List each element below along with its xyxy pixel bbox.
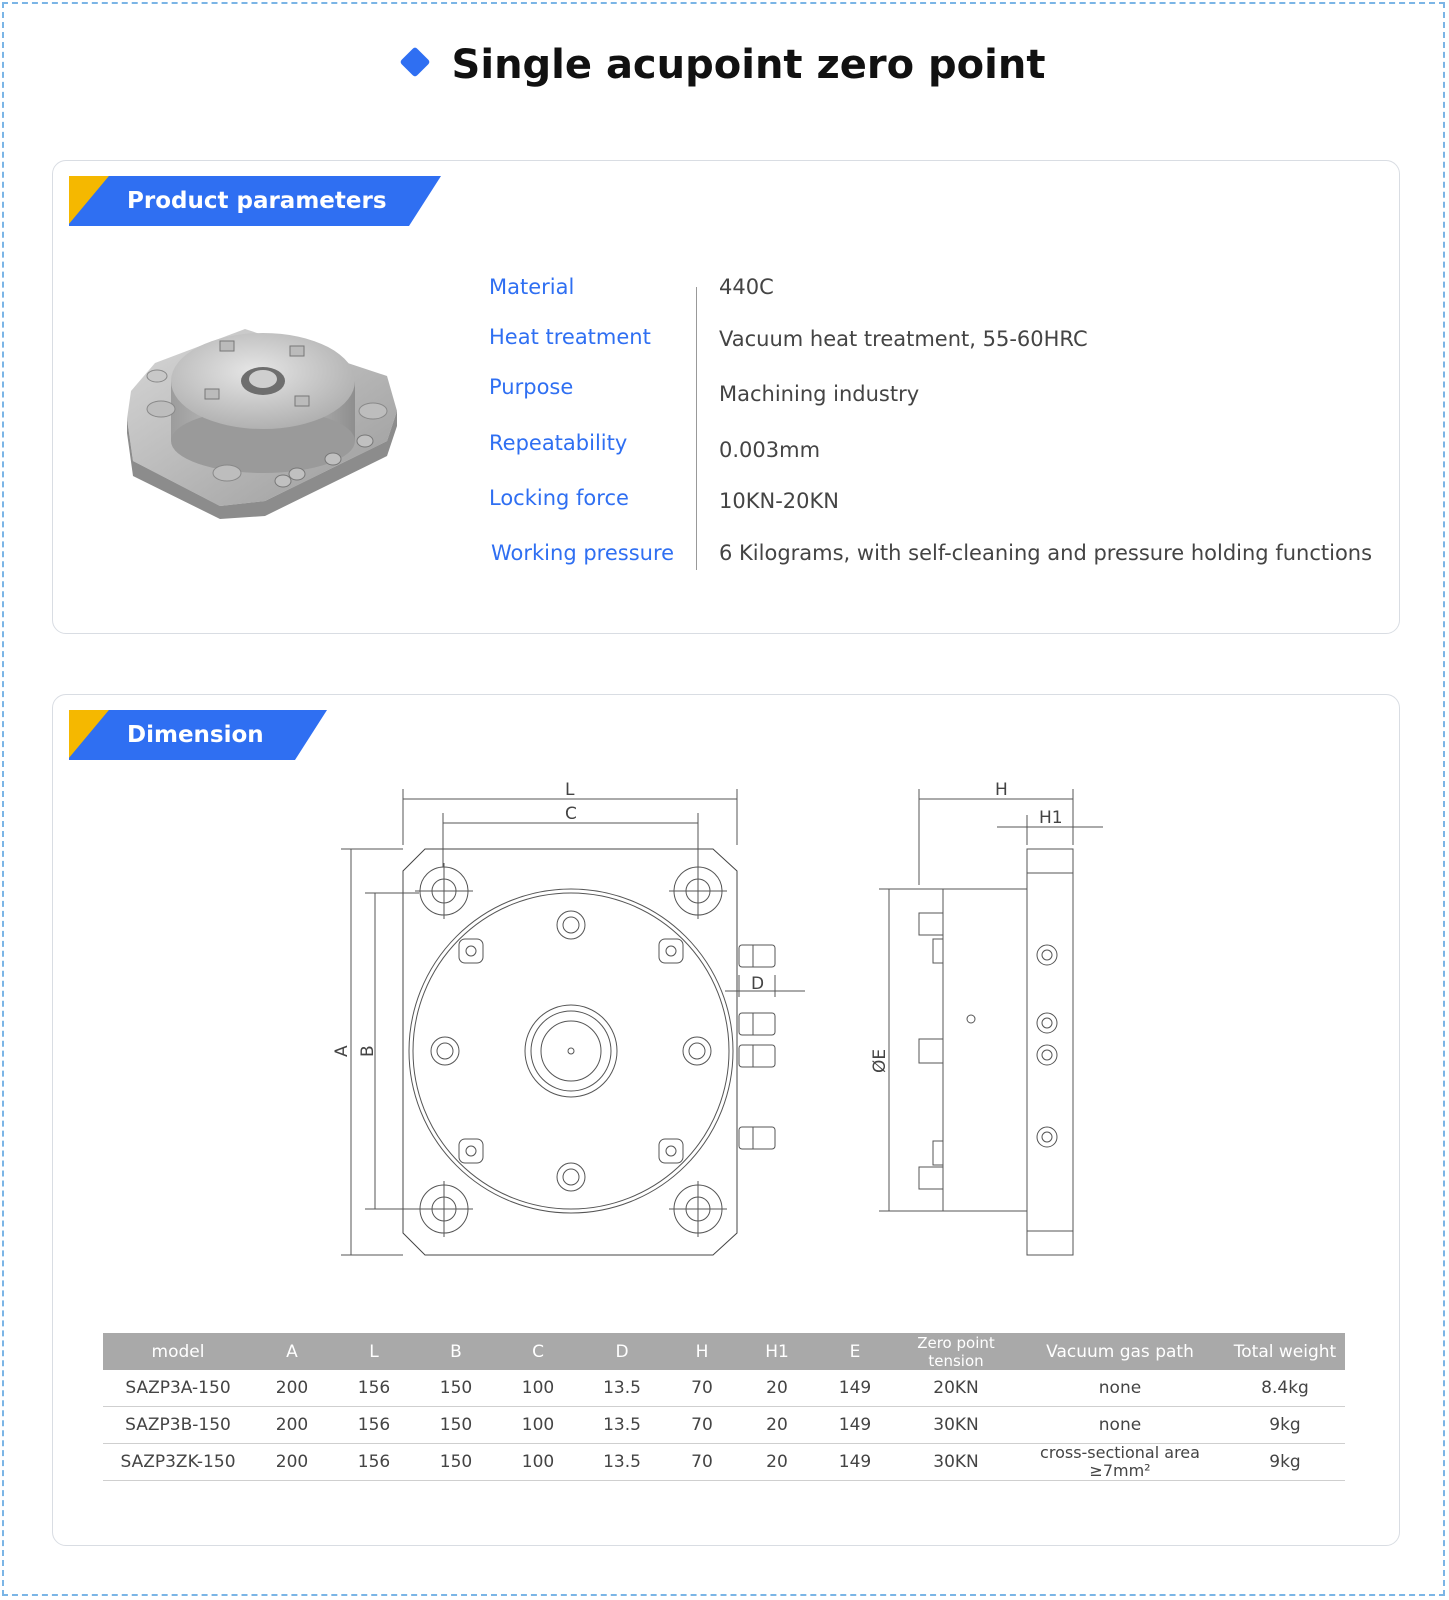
- table-cell: 100: [495, 1370, 581, 1407]
- table-cell: SAZP3B-150: [103, 1407, 253, 1444]
- table-cell: 30KN: [897, 1407, 1015, 1444]
- table-cell: 150: [417, 1370, 495, 1407]
- table-header: E: [813, 1333, 897, 1370]
- table-cell: 200: [253, 1370, 331, 1407]
- table-header: Zero point tension: [897, 1333, 1015, 1370]
- dim-label-c: C: [565, 804, 577, 824]
- dimension-card: [52, 694, 1400, 1546]
- dim-label-l: L: [565, 780, 575, 800]
- dim-label-e: ØE: [870, 1048, 890, 1073]
- table-cell: 8.4kg: [1225, 1370, 1345, 1407]
- dim-label-b: B: [358, 1045, 378, 1057]
- table-cell: SAZP3ZK-150: [103, 1444, 253, 1481]
- param-value-purpose: Machining industry: [719, 382, 920, 406]
- table-header: L: [331, 1333, 417, 1370]
- table-header: Vacuum gas path: [1015, 1333, 1225, 1370]
- dim-label-a: A: [332, 1045, 352, 1057]
- table-cell: 70: [663, 1370, 741, 1407]
- table-cell: SAZP3A-150: [103, 1370, 253, 1407]
- table-cell: 100: [495, 1407, 581, 1444]
- specification-table: [103, 1333, 1345, 1481]
- table-cell: 149: [813, 1444, 897, 1481]
- param-label-repeatability: Repeatability: [489, 431, 628, 455]
- table-cell: 150: [417, 1444, 495, 1481]
- param-label-locking-force: Locking force: [489, 486, 629, 510]
- parameter-divider: [696, 287, 697, 570]
- table-cell: 200: [253, 1444, 331, 1481]
- table-cell: none: [1015, 1407, 1225, 1444]
- table-header: H1: [741, 1333, 813, 1370]
- diamond-icon: [399, 46, 430, 77]
- dimension-drawing: [53, 775, 1401, 1275]
- page-title: [0, 42, 1449, 88]
- section-heading: Dimension: [127, 722, 264, 748]
- table-cell: 70: [663, 1407, 741, 1444]
- table-cell: cross-sectional area ≥7mm²: [1015, 1444, 1225, 1481]
- table-cell: 100: [495, 1444, 581, 1481]
- table-header-row: [103, 1333, 1345, 1370]
- table-cell: 9kg: [1225, 1407, 1345, 1444]
- table-cell: 20: [741, 1370, 813, 1407]
- product-image: [125, 301, 415, 521]
- table-cell: 156: [331, 1407, 417, 1444]
- dim-label-h: H: [995, 780, 1008, 800]
- table-cell: 20: [741, 1407, 813, 1444]
- param-label-material: Material: [489, 275, 575, 299]
- table-header: A: [253, 1333, 331, 1370]
- product-parameters-card: [52, 160, 1400, 634]
- table-cell: 200: [253, 1407, 331, 1444]
- table-cell: 13.5: [581, 1444, 663, 1481]
- dim-label-h1: H1: [1039, 808, 1063, 828]
- table-cell: 13.5: [581, 1407, 663, 1444]
- dim-label-d: D: [751, 974, 765, 994]
- table-cell: 20KN: [897, 1370, 1015, 1407]
- table-cell: 20: [741, 1444, 813, 1481]
- table-cell: 149: [813, 1407, 897, 1444]
- table-cell: 70: [663, 1444, 741, 1481]
- table-cell: 150: [417, 1407, 495, 1444]
- param-label-purpose: Purpose: [489, 375, 574, 399]
- section-heading: Product parameters: [127, 188, 387, 214]
- table-header: B: [417, 1333, 495, 1370]
- table-header: D: [581, 1333, 663, 1370]
- table-cell: 13.5: [581, 1370, 663, 1407]
- table-row: [103, 1370, 1345, 1407]
- table-cell: 30KN: [897, 1444, 1015, 1481]
- page-title-text: Single acupoint zero point: [451, 42, 1046, 88]
- param-value-heat-treatment: Vacuum heat treatment, 55-60HRC: [719, 327, 1088, 351]
- table-header: C: [495, 1333, 581, 1370]
- param-value-repeatability: 0.003mm: [719, 438, 821, 462]
- param-value-locking-force: 10KN-20KN: [719, 489, 839, 513]
- table-cell: 156: [331, 1370, 417, 1407]
- param-value-material: 440C: [719, 275, 774, 299]
- table-cell: 156: [331, 1444, 417, 1481]
- param-label-working-pressure: Working pressure: [491, 541, 675, 565]
- param-label-heat-treatment: Heat treatment: [489, 325, 651, 349]
- table-row: [103, 1444, 1345, 1481]
- param-value-working-pressure: 6 Kilograms, with self-cleaning and pressure holding functions: [719, 541, 1373, 565]
- table-header: model: [103, 1333, 253, 1370]
- table-header: H: [663, 1333, 741, 1370]
- table-cell: 9kg: [1225, 1444, 1345, 1481]
- table-header: Total weight: [1225, 1333, 1345, 1370]
- table-cell: none: [1015, 1370, 1225, 1407]
- table-cell: 149: [813, 1370, 897, 1407]
- table-row: [103, 1407, 1345, 1444]
